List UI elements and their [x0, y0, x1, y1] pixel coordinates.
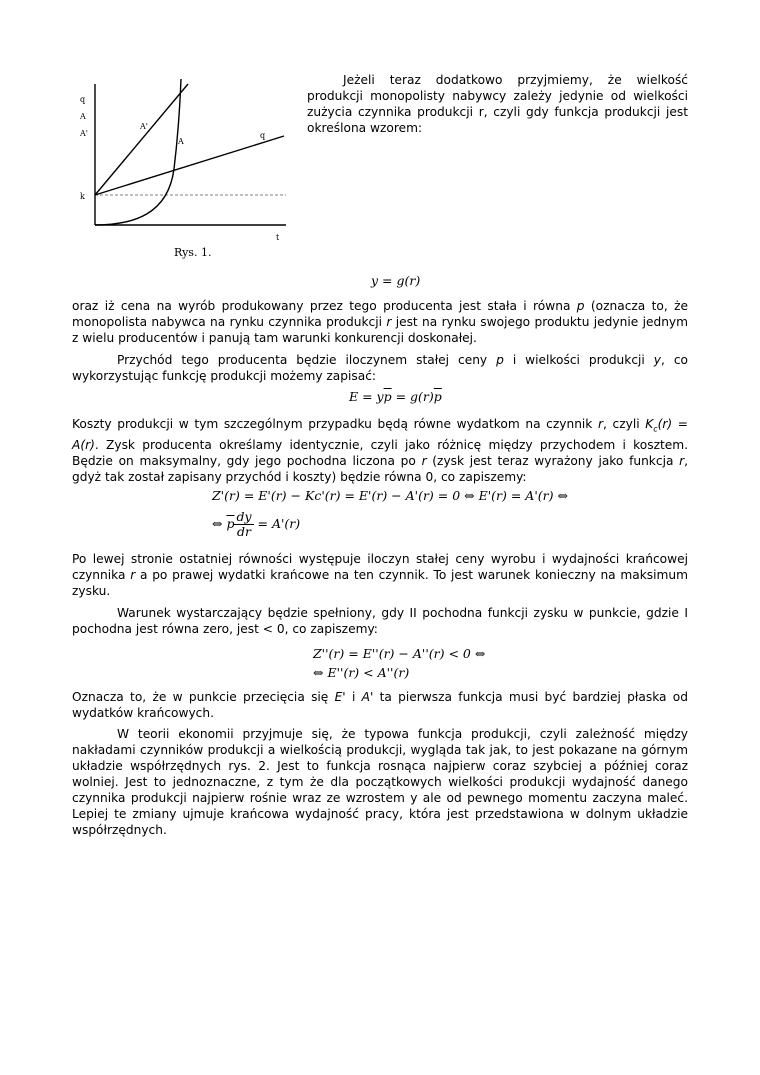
p1-var-r: r	[386, 315, 392, 329]
p3-text-k: , gdyż tak został zapisany przychód i koszty) będzie równa 0, co zapiszemy:	[72, 454, 689, 485]
a-prime-line	[95, 84, 188, 195]
p2-var-y: y	[653, 353, 661, 367]
p4-text-a: Po lewej stronie ostatniej równości występuje iloczyn stałej ceny wyrobu i wydajności krańcowej czynnika	[72, 552, 688, 582]
paragraph-revenue	[72, 352, 688, 384]
p1-var-p: p	[576, 299, 585, 313]
equation-second-derivative: Z''(r) = E''(r) − A''(r) < 0 ⇔	[313, 646, 486, 661]
p2-text-a: Przychód tego producenta będzie iloczynem stałej ceny	[117, 353, 497, 367]
eq2-mid: = g(r)	[391, 389, 434, 404]
equation-revenue	[349, 389, 442, 404]
eq2-p-bar-2: $\overline{p}$	[433, 389, 442, 404]
eq3-p-bar: $\overline{p}$	[226, 516, 235, 531]
p1-text-e: jest na rynku swojego produktu jedynie jednym z wielu producentów i panują tam warunki konkurencji doskonałej.	[72, 315, 688, 345]
p3-var-r: r	[598, 417, 604, 431]
p3-var-r3: r	[679, 454, 685, 469]
p6-var-a: A'	[361, 690, 374, 704]
p3-sub-c: c	[653, 424, 658, 434]
q-line	[95, 136, 284, 195]
paragraph-costs	[72, 416, 688, 485]
p3-text-a: Koszty produkcji w tym szczególnym przypadku będą równe wydatkom na czynnik	[72, 417, 598, 431]
p6-var-e: E'	[334, 690, 346, 704]
eq3-num: dy	[236, 509, 252, 524]
p3-var-k: K	[645, 417, 654, 431]
figure-caption: Rys. 1.	[174, 246, 212, 259]
eq2-lhs: E = y	[349, 389, 384, 404]
p2-text-e: , co wykorzystując funkcję produkcji możemy zapisać:	[72, 353, 688, 383]
label-a-prime-curve: A'	[140, 122, 148, 131]
p1-text-a: oraz iż cena na wyrób produkowany przez tego producenta jest stała i równa	[72, 299, 577, 313]
equation-production-function: y = g(r)	[371, 273, 421, 288]
p6-text-c: i	[345, 690, 362, 704]
label-k: k	[80, 192, 85, 201]
paragraph-intersection	[72, 689, 688, 721]
p3-text-g: . Zysk producenta określamy identycznie, czyli jako różnicę między przychodem i kosztem. Będzie on maksymalny, gdy jego pochodna liczona po	[72, 438, 688, 469]
paragraph-price	[72, 298, 688, 346]
p3-text-i: (zysk jest teraz wyrażony jako funkcja	[426, 454, 680, 469]
p2-text-c: i wielkości produkcji	[503, 353, 654, 367]
p6-text-e: ta pierwsza funkcja musi być bardziej płaska od wydatków krańcowych.	[72, 690, 688, 720]
eq3-pre: ⇔	[212, 516, 227, 531]
eq3-den: dr	[237, 524, 251, 539]
eq3-fraction	[234, 510, 253, 539]
p6-text-a: Oznacza to, że w punkcie przecięcia się	[72, 690, 335, 704]
label-t: t	[276, 233, 280, 242]
paragraph-necessary-condition	[72, 551, 688, 599]
p3-formula: (r) = A(r)	[72, 417, 688, 453]
a-curve	[95, 79, 181, 225]
figure-graph	[64, 74, 304, 274]
figure-rys-1	[64, 74, 304, 279]
eq2-p-bar: $\overline{p}$	[383, 389, 392, 404]
equation-profit-condition	[212, 510, 300, 539]
eq3-post: = A'(r)	[253, 516, 301, 531]
intro-paragraph: Jeżeli teraz dodatkowo przyjmiemy, że wielkość produkcji monopolisty nabywcy zależy jedynie od wielkości zużycia czynnika produkcji r, czyli gdy funkcja produkcji jest określona wzorem:	[307, 73, 688, 135]
label-a-axis: A	[80, 112, 86, 121]
p2-var-p: p	[496, 353, 504, 367]
p4-var-r: r	[130, 568, 136, 582]
label-q-line: q	[260, 131, 266, 140]
p3-var-r2: r	[421, 454, 427, 469]
p3-text-c: , czyli	[603, 417, 646, 431]
label-a-prime-axis: A'	[80, 129, 88, 138]
label-q-axis: q	[80, 95, 86, 104]
equation-profit-first-derivative: Z'(r) = E'(r) − Kc'(r) = E'(r) − A'(r) = 0 ⇔ E'(r) = A'(r) ⇔	[212, 488, 568, 503]
p4-text-c: a po prawej wydatki krańcowe na ten czynnik. To jest warunek konieczny na maksimum zysku.	[72, 568, 688, 598]
label-a-curve: A	[178, 137, 184, 146]
paragraph-economic-theory: W teorii ekonomii przyjmuje się, że typowa funkcja produkcji, czyli zależność między nakładami czynników produkcji a wielkością produkcji, wygląda tak jak, to jest pokazane na górnym układzie współrzędnych rys. 2. Jest to funkcja rosnąca najpierw coraz szybciej a później coraz wolniej. Jest to jednoznaczne, z tym że dla początkowych wielkości produkcji wydajność danego czynnika produkcji najpierw rośnie wraz ze wzrostem y ale od pewnego momentu zaczyna maleć. Lepiej te zmiany ujmuje krańcowa wydajność pracy, która jest przedstawiona w dolnym układzie współrzędnych.	[72, 727, 688, 837]
equation-second-derivative-condition: ⇔ E''(r) < A''(r)	[313, 665, 410, 680]
p1-text-c: (oznacza to, że monopolista nabywca na rynku czynnika produkcji	[72, 299, 688, 329]
paragraph-sufficient-condition: Warunek wystarczający będzie spełniony, gdy II pochodna funkcji zysku w punkcie, gdzie I pochodna jest równa zero, jest < 0, co zapiszemy:	[72, 606, 688, 636]
